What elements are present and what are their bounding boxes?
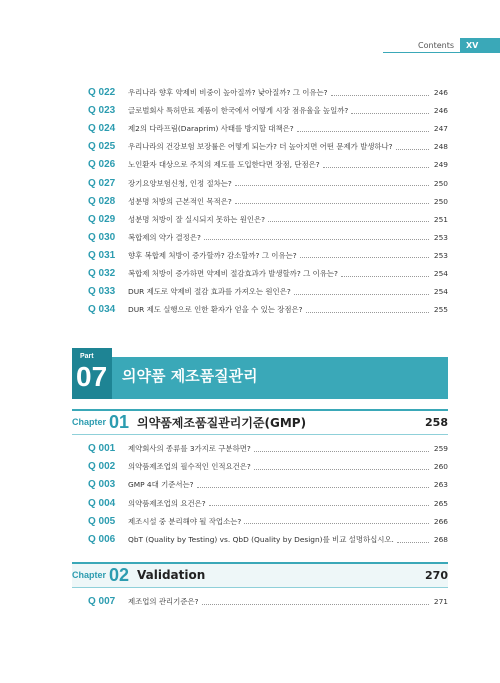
toc-entry[interactable] [88,495,448,512]
question-text: 우리나라의 건강보험 보장률은 어떻게 되는가? 더 높아지면 어떤 문제가 발생하나? [128,142,393,152]
chapter1-bottom-rule [72,434,448,435]
question-text: 성분명 처방의 근본적인 목적은? [128,196,232,206]
dot-leader [204,239,429,240]
question-text: 의약품제조업의 요건은? [128,498,206,508]
question-text: 복합제의 약가 결정은? [128,232,201,242]
dot-leader [254,451,429,452]
toc-entry[interactable] [88,265,448,282]
dot-leader [235,203,429,204]
toc-entry[interactable] [88,193,448,210]
toc-entry[interactable] [88,283,448,300]
chapter2-title: Validation [137,568,206,582]
running-header [418,38,500,52]
toc-entry[interactable] [88,531,448,548]
page-number: 251 [433,214,448,224]
dot-leader [244,523,429,524]
page-number: 254 [433,269,448,278]
question-number: Q 029 [88,213,116,225]
question-number: Q 001 [88,443,116,454]
dot-leader [268,221,429,222]
question-number: Q 031 [88,249,116,261]
page-number: 266 [433,516,448,526]
question-number: Q 026 [88,159,116,171]
page-number: 250 [433,196,448,206]
page-number-tab: XV [460,38,500,52]
dot-leader [396,149,429,150]
dot-leader [202,604,429,605]
question-text: 글로벌회사 특허만료 제품이 한국에서 어떻게 시장 점유율을 높일까? [128,106,349,116]
page-number: 253 [433,232,448,242]
page-number: 247 [433,124,448,134]
question-number: Q 030 [88,231,116,243]
question-number: Q 028 [88,195,116,207]
chapter2-bottom-rule [72,587,448,588]
page-number: 268 [433,535,448,544]
toc-entry[interactable] [88,120,448,137]
question-number: Q 004 [88,497,116,509]
chapter2-heading[interactable] [72,564,448,586]
page-number: 265 [433,498,448,508]
page-number: 250 [433,178,448,188]
dot-leader [297,131,429,132]
part-number: 07 [76,361,108,392]
dot-leader [294,294,429,295]
question-number: Q 033 [88,286,116,298]
page-number: 249 [433,160,448,170]
toc-entry[interactable] [88,476,448,493]
toc-entry[interactable] [88,84,448,101]
part-label: Part [80,353,94,360]
question-number: Q 032 [88,268,116,279]
question-number: Q 006 [88,534,116,545]
chapter1-heading[interactable] [72,411,448,433]
page-number: 248 [433,142,448,152]
question-number: Q 024 [88,123,116,135]
dot-leader [351,113,429,114]
page-number: 246 [433,88,448,97]
toc-entry[interactable] [88,593,448,610]
question-text: 제약회사의 종류를 3가지로 구분하면? [128,444,251,453]
page-number: 263 [433,480,448,490]
chapter2-label: Chapter [72,570,107,580]
question-number: Q 003 [88,479,116,491]
toc-entry[interactable] [88,513,448,530]
dot-leader [254,469,429,470]
chapter2-number: 02 [109,564,130,585]
toc-entry[interactable] [88,440,448,457]
question-text: 제조시설 중 분리해야 될 작업소는? [128,516,242,526]
question-number: Q 007 [88,596,116,607]
question-text: 노인환자 대상으로 주치의 제도를 도입한다면 장점, 단점은? [128,160,320,170]
part-title: 의약품 제조품질관리 [122,367,258,385]
dot-leader [397,542,429,543]
page-number: 271 [433,597,448,606]
question-number: Q 025 [88,141,116,153]
toc-entry[interactable] [88,102,448,119]
question-text: 복합제 처방이 증가하면 약제비 절감효과가 발생할까? 그 이유는? [128,269,338,278]
question-text: DUR 제도로 약제비 절감 효과를 가져오는 원인은? [128,287,291,297]
question-number: Q 002 [88,461,116,473]
question-text: 향후 복합제 처방이 증가할까? 감소할까? 그 이유는? [128,250,297,260]
toc-entry[interactable] [88,301,448,318]
dot-leader [197,487,429,488]
question-text: 성분명 처방이 잘 실시되지 못하는 원인은? [128,214,266,224]
dot-leader [235,185,429,186]
page-number: 246 [433,106,448,116]
part-badge [72,348,112,399]
chapter1-label: Chapter [72,417,107,427]
page-number: 254 [433,287,448,297]
page-number: 255 [433,305,448,315]
question-number: Q 034 [88,304,116,316]
header-rule [383,52,500,53]
toc-entry[interactable] [88,138,448,155]
question-text: GMP 4대 기준서는? [128,480,194,490]
toc-entry[interactable] [88,211,448,228]
dot-leader [209,505,429,506]
question-text: 장기요양보험신청, 인정 절차는? [128,178,232,188]
page-number: 260 [433,462,448,472]
question-number: Q 023 [88,105,116,117]
dot-leader [331,95,429,96]
question-text: 제조업의 관리기준은? [128,597,199,606]
chapter1-number: 01 [109,411,130,432]
toc-entry[interactable] [88,458,448,475]
chapter1-title: 의약품제조품질관리기준(GMP) [137,415,307,430]
toc-entry[interactable] [88,156,448,173]
running-header-label: Contents [418,40,454,50]
chapter2-page: 270 [425,568,448,582]
question-text: 우리나라 향후 약제비 비중이 높아질까? 낮아질까? 그 이유는? [128,88,328,97]
question-text: 제2의 다라프림(Daraprim) 사태를 방지할 대책은? [128,124,294,134]
question-text: 의약품제조업의 필수적인 인적요건은? [128,462,251,472]
dot-leader [341,276,429,277]
chapter1-page: 258 [425,415,448,429]
question-number: Q 027 [88,177,116,189]
page-number: 259 [433,444,448,453]
toc-entry[interactable] [88,247,448,264]
page-number: 253 [433,250,448,260]
question-text: QbT (Quality by Testing) vs. QbD (Quality by Design)를 비교 설명하십시오. [128,535,394,544]
dot-leader [300,257,429,258]
question-text: DUR 제도 실행으로 인한 환자가 얻을 수 있는 장점은? [128,305,303,315]
question-number: Q 022 [88,87,116,98]
question-number: Q 005 [88,515,116,527]
dot-leader [306,312,429,313]
toc-entry[interactable] [88,229,448,246]
toc-entry[interactable] [88,175,448,192]
dot-leader [323,167,429,168]
